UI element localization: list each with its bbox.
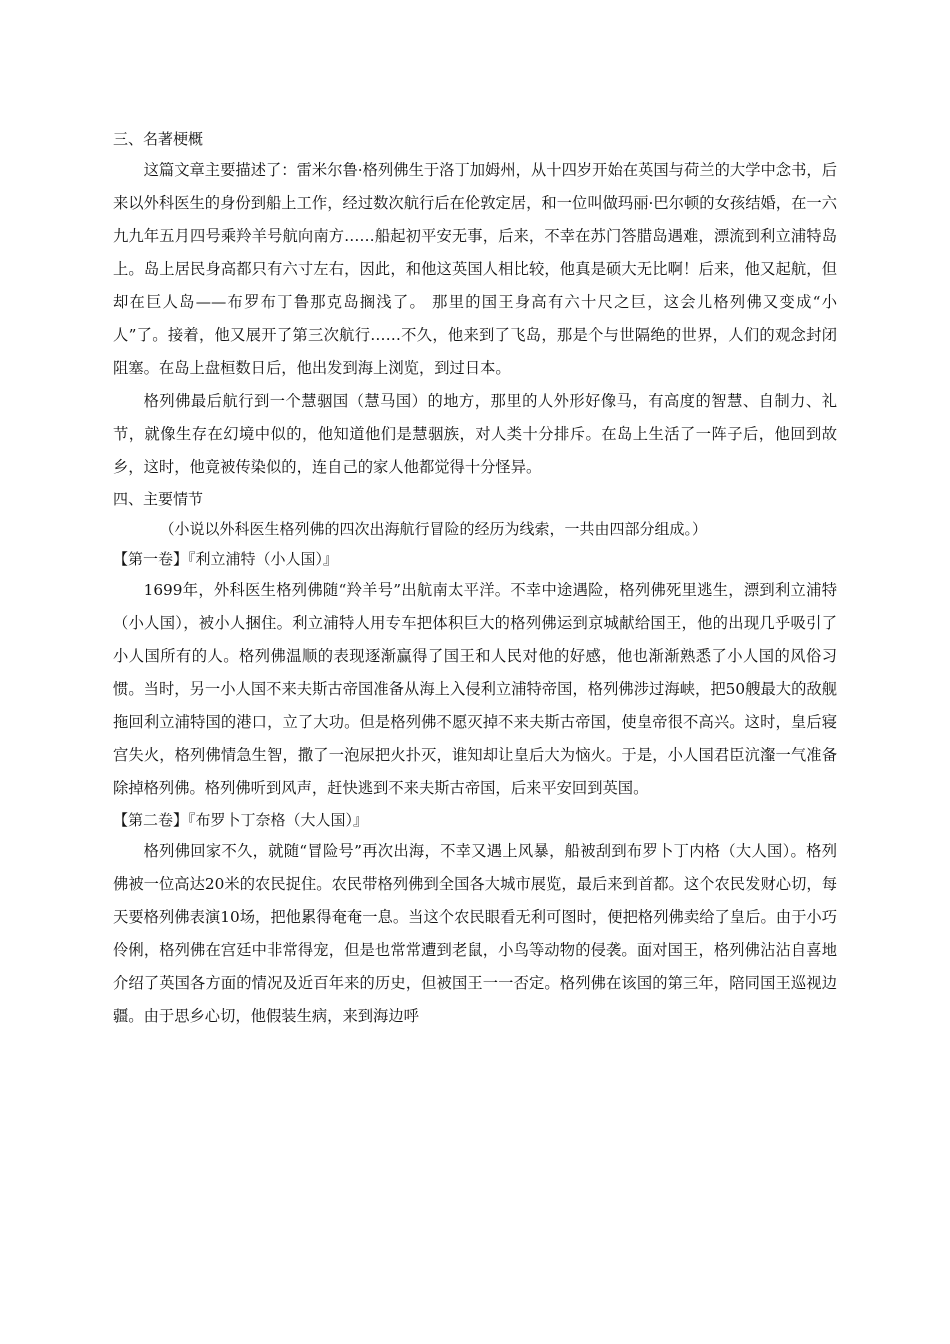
summary-paragraph-2: 格列佛最后航行到一个慧骃国（慧马国）的地方，那里的人外形好像马，有高度的智慧、自制力、礼节，就像生存在幻境中似的，他知道他们是慧骃族，对人类十分排斥。在岛上生活了一阵子后，他回到故乡，这时，他竟被传染似的，连自己的家人他都觉得十分怪异。 [113,392,837,476]
section-heading-summary: 三、名著梗概 [113,130,204,148]
document-body [113,124,837,1033]
volume-1-title: 【第一卷】『利立浦特（小人国）』 [113,550,339,568]
plot-note: （小说以外科医生格列佛的四次出海航行冒险的经历为线索，一共由四部分组成。） [159,520,708,538]
volume-1-paragraph: 1699年，外科医生格列佛随“羚羊号”出航南太平洋。不幸中途遇险，格列佛死里逃生，漂到利立浦特（小人国），被小人捆住。利立浦特人用专车把体积巨大的格列佛运到京城献给国王，他的出现几乎吸引了小人国所有的人。格列佛温顺的表现逐渐赢得了国王和人民对他的好感，他也渐渐熟悉了小人国的风俗习惯。当时，另一小人国不来夫斯古帝国准备从海上入侵利立浦特帝国，格列佛涉过海峡，把50艘最大的敌舰拖回利立浦特国的港口，立了大功。但是格列佛不愿灭掉不来夫斯古帝国，使皇帝很不高兴。这时，皇后寝宫失火，格列佛情急生智，撒了一泡尿把火扑灭，谁知却让皇后大为恼火。于是，小人国君臣沆瀣一气准备除掉格列佛。格列佛听到风声，赶快逃到不来夫斯古帝国，后来平安回到英国。 [113,581,837,797]
section-heading-plot: 四、主要情节 [113,490,204,508]
volume-2-paragraph: 格列佛回家不久，就随“冒险号”再次出海，不幸又遇上风暴，船被刮到布罗卜丁内格（大人国）。格列佛被一位高达20米的农民捉住。农民带格列佛到全国各大城市展览，最后来到首都。这个农民发财心切，每天要格列佛表演10场，把他累得奄奄一息。当这个农民眼看无利可图时，便把格列佛卖给了皇后。由于小巧伶俐，格列佛在宫廷中非常得宠，但是也常常遭到老鼠，小鸟等动物的侵袭。面对国王，格列佛沾沾自喜地介绍了英国各方面的情况及近百年来的历史，但被国王一一否定。格列佛在该国的第三年，陪同国王巡视边疆。由于思乡心切，他假装生病，来到海边呼 [113,842,837,1025]
summary-paragraph-1: 这篇文章主要描述了：雷米尔鲁·格列佛生于洛丁加姆州，从十四岁开始在英国与荷兰的大学中念书，后来以外科医生的身份到船上工作，经过数次航行后在伦敦定居，和一位叫做玛丽·巴尔顿的女孩结婚，在一六九九年五月四号乘羚羊号航向南方……船起初平安无事，后来，不幸在苏门答腊岛遇难，漂流到利立浦特岛上。岛上居民身高都只有六寸左右，因此，和他这英国人相比较，他真是硕大无比啊！后来，他又起航，但却在巨人岛——布罗布丁鲁那克岛搁浅了。 那里的国王身高有六十尺之巨，这会儿格列佛又变成“小人”了。接着，他又展开了第三次航行……不久，他来到了飞岛，那是个与世隔绝的世界，人们的观念封闭阻塞。在岛上盘桓数日后，他出发到海上浏览，到过日本。 [113,161,837,377]
volume-2-title: 【第二卷】『布罗卜丁奈格（大人国）』 [113,811,369,829]
